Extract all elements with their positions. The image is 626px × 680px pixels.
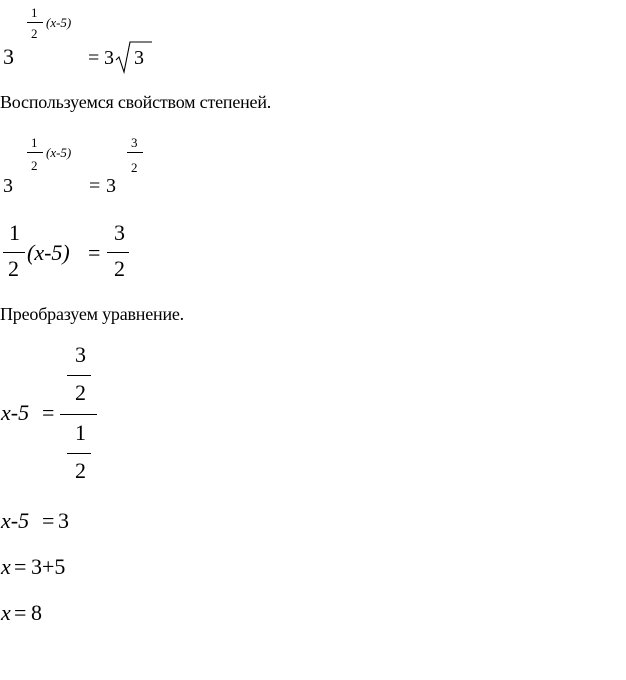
- eq3-lhs-numerator: 1: [9, 220, 20, 245]
- eq4-lhs: x-5: [1, 400, 30, 425]
- eq2-equals: =: [89, 175, 101, 197]
- eq6-rhs: 3+5: [31, 554, 66, 579]
- eq1-rhs-coefficient: 3: [104, 47, 114, 69]
- equation-5: [0, 508, 200, 538]
- eq1-equals: =: [88, 47, 100, 69]
- eq2-exponent-paren: (x-5): [46, 145, 72, 160]
- eq1-radicand: 3: [134, 47, 144, 69]
- eq6-lhs: x: [1, 554, 11, 579]
- eq2-exponent-numerator: 1: [31, 135, 38, 150]
- eq7-lhs: x: [1, 600, 11, 625]
- eq1-base: 3: [3, 44, 14, 69]
- eq4-bottom-fraction-bar: [67, 453, 91, 454]
- equation-3: [0, 220, 200, 290]
- eq2-rhs-base: 3: [106, 175, 116, 197]
- eq3-paren: (x-5): [27, 240, 70, 265]
- equation-1: [0, 0, 200, 80]
- eq2-exponent-fraction-bar: [27, 152, 43, 153]
- equation-7: [0, 600, 200, 630]
- explanation-line-2: Преобразуем уравнение.: [0, 304, 184, 324]
- eq4-bottom-numerator: 1: [75, 420, 86, 445]
- eq4-main-fraction-bar: [60, 414, 97, 415]
- eq1-exponent-denominator: 2: [31, 26, 38, 41]
- eq6-equals: =: [14, 554, 27, 579]
- eq4-bottom-denominator: 2: [75, 458, 86, 483]
- eq4-top-fraction-bar: [67, 375, 91, 376]
- equation-2: [0, 130, 200, 205]
- eq2-base: 3: [3, 175, 13, 197]
- eq3-equals: =: [88, 240, 101, 265]
- eq1-exponent-fraction-bar: [27, 22, 43, 23]
- eq4-top-numerator: 3: [75, 342, 86, 367]
- eq3-lhs-fraction-bar: [3, 252, 25, 253]
- eq7-equals: =: [14, 600, 27, 625]
- eq7-rhs: 8: [31, 600, 42, 625]
- eq2-rhs-exponent-fraction-bar: [127, 152, 143, 153]
- eq2-rhs-exponent-numerator: 3: [131, 135, 138, 150]
- eq5-lhs: x-5: [1, 508, 30, 533]
- eq2-rhs-exponent-denominator: 2: [131, 160, 138, 175]
- eq3-lhs-denominator: 2: [8, 256, 19, 281]
- explanation-line-1: Воспользуемся свойством степеней.: [0, 92, 272, 112]
- eq5-equals: =: [42, 508, 55, 533]
- eq2-exponent-denominator: 2: [31, 158, 38, 173]
- eq3-rhs-denominator: 2: [114, 256, 125, 281]
- eq4-top-denominator: 2: [75, 380, 86, 405]
- eq5-rhs: 3: [58, 508, 69, 533]
- eq1-exponent-numerator: 1: [31, 5, 38, 20]
- eq4-equals: =: [42, 400, 55, 425]
- eq3-rhs-fraction-bar: [107, 252, 129, 253]
- equation-6: [0, 554, 200, 584]
- equation-4: [0, 340, 200, 490]
- eq1-exponent-paren: (x-5): [46, 15, 72, 30]
- eq3-rhs-numerator: 3: [114, 220, 125, 245]
